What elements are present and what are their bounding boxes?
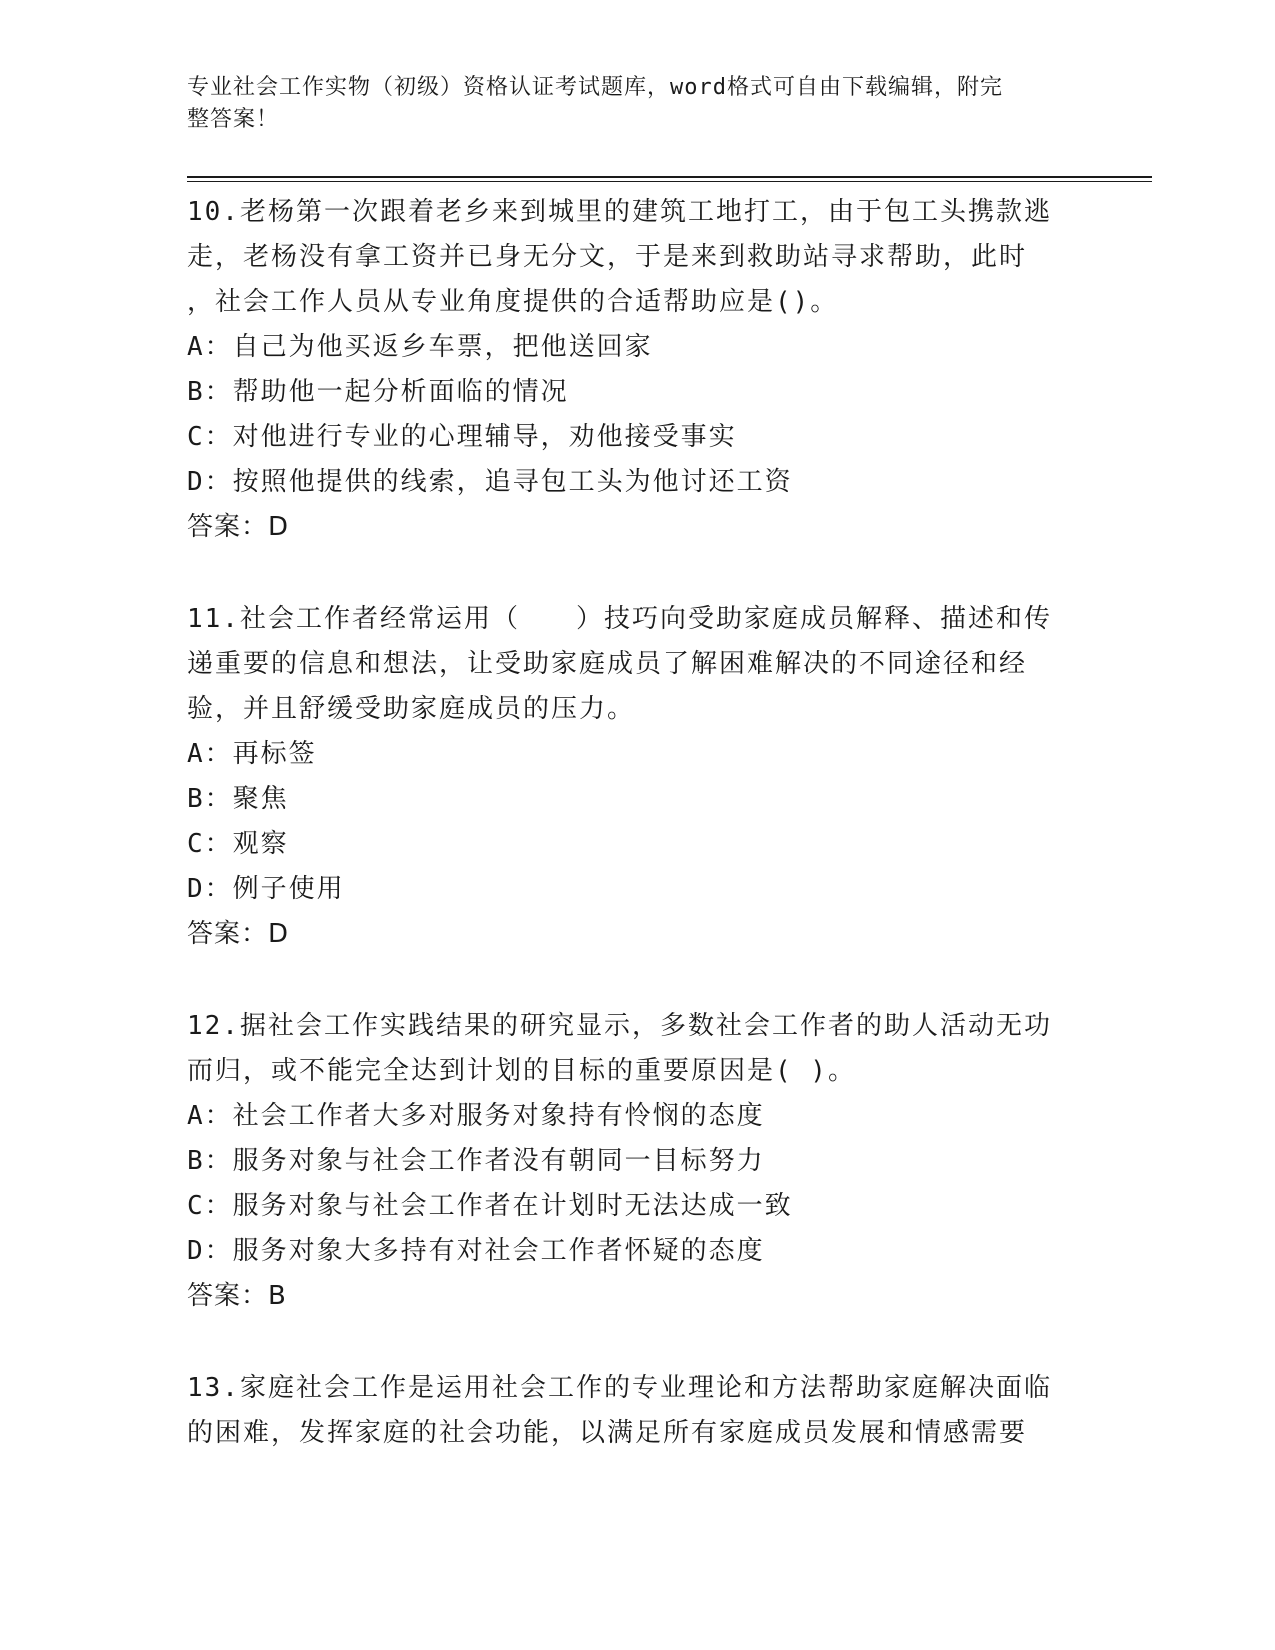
- question-line: 13.家庭社会工作是运用社会工作的专业理论和方法帮助家庭解决面临: [187, 1373, 1052, 1403]
- option-a: A：自己为他买返乡车票，把他送回家: [187, 332, 653, 362]
- question-10: [187, 190, 1077, 550]
- question-text: [187, 1366, 1077, 1456]
- question-11: [187, 597, 1077, 957]
- answer: 答案：B: [187, 1281, 287, 1311]
- option-d: D：服务对象大多持有对社会工作者怀疑的态度: [187, 1236, 765, 1266]
- question-line: ，社会工作人员从专业角度提供的合适帮助应是()。: [187, 287, 839, 317]
- answer: 答案：D: [187, 512, 290, 542]
- option-c: C：对他进行专业的心理辅导，劝他接受事实: [187, 422, 737, 452]
- question-13: [187, 1366, 1077, 1456]
- question-line: 10.老杨第一次跟着老乡来到城里的建筑工地打工，由于包工头携款逃: [187, 197, 1052, 227]
- question-12: [187, 1004, 1077, 1319]
- question-line: 递重要的信息和想法，让受助家庭成员了解困难解决的不同途径和经: [187, 649, 1028, 679]
- option-b: B：服务对象与社会工作者没有朝同一目标努力: [187, 1146, 765, 1176]
- answer: 答案：D: [187, 919, 290, 949]
- header-divider-thick: [187, 176, 1152, 178]
- document-header: [187, 72, 1067, 136]
- question-text: [187, 1004, 1077, 1094]
- question-text: [187, 597, 1077, 732]
- header-divider-thin: [187, 181, 1152, 182]
- question-list: [187, 190, 1077, 1503]
- option-c: C：观察: [187, 829, 289, 859]
- question-line: 验，并且舒缓受助家庭成员的压力。: [187, 694, 636, 724]
- option-a: A：再标签: [187, 739, 317, 769]
- question-line: 12.据社会工作实践结果的研究显示，多数社会工作者的助人活动无功: [187, 1011, 1052, 1041]
- question-line: 11.社会工作者经常运用（ ）技巧向受助家庭成员解释、描述和传: [187, 604, 1052, 634]
- question-line: 而归，或不能完全达到计划的目标的重要原因是( )。: [187, 1056, 856, 1086]
- option-b: B：帮助他一起分析面临的情况: [187, 377, 569, 407]
- option-b: B：聚焦: [187, 784, 289, 814]
- option-d: D：例子使用: [187, 874, 345, 904]
- option-c: C：服务对象与社会工作者在计划时无法达成一致: [187, 1191, 793, 1221]
- header-line-1: 专业社会工作实物（初级）资格认证考试题库，word格式可自由下载编辑，附完: [187, 75, 1003, 100]
- question-line: 的困难，发挥家庭的社会功能，以满足所有家庭成员发展和情感需要: [187, 1418, 1028, 1448]
- option-a: A：社会工作者大多对服务对象持有怜悯的态度: [187, 1101, 765, 1131]
- question-text: [187, 190, 1077, 325]
- option-d: D：按照他提供的线索，追寻包工头为他讨还工资: [187, 467, 793, 497]
- header-line-2: 整答案！: [187, 107, 280, 132]
- question-line: 走，老杨没有拿工资并已身无分文，于是来到救助站寻求帮助，此时: [187, 242, 1028, 272]
